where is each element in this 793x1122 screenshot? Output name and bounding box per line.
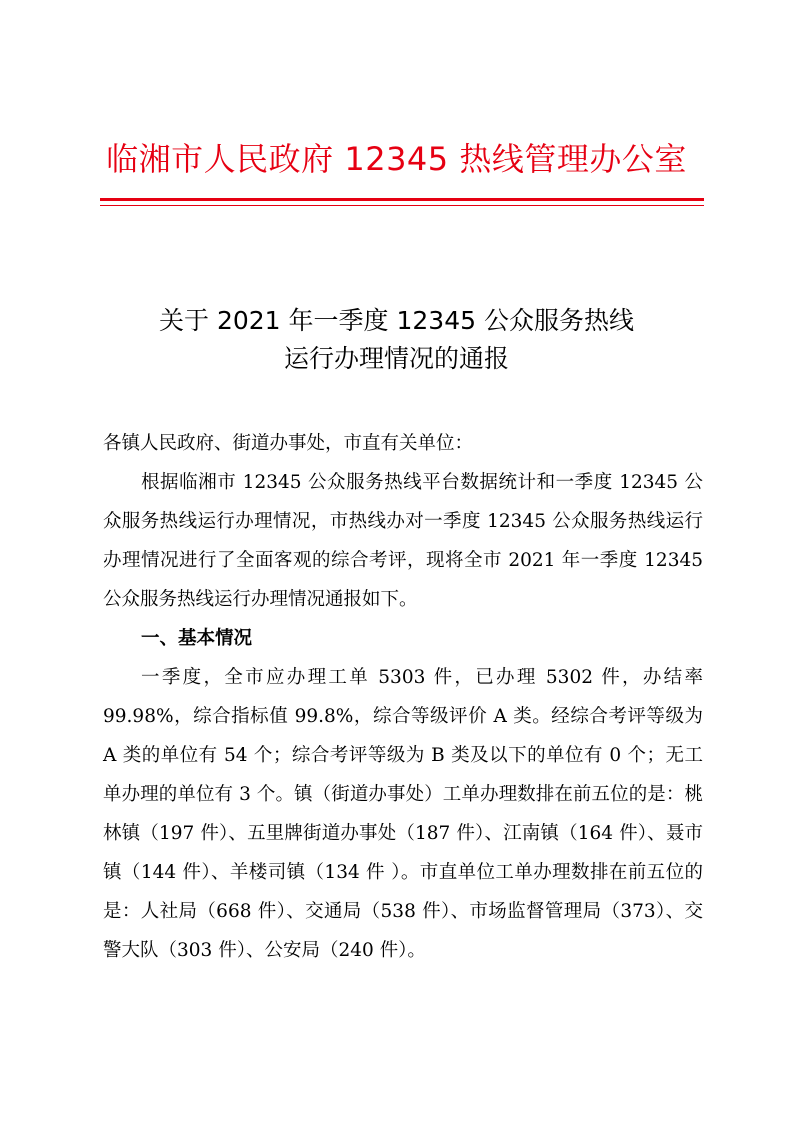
salutation: 各镇人民政府、街道办事处，市直有关单位： — [103, 433, 474, 454]
document-title-line-1: 关于 2021 年一季度 12345 公众服务热线 — [159, 306, 634, 335]
masthead-rule-thick — [100, 198, 704, 201]
masthead-office-name: 临湘市人民政府 12345 热线管理办公室 — [106, 140, 687, 178]
basic-situation-paragraph: 一季度，全市应办理工单 5303 件，已办理 5302 件，办结率 99.98%，综合指标值 99.8%，综合等级评价 A 类。经综合考评等级为 A 类的单位有 54 个；综合考评等级为 B 类及以下的单位有 0 个；无工单办理的单位有 3 个。镇（街道办事处）工单办理数排在前五位的是：桃林镇（197 件）、五里牌街道办事处（187 件）、江南镇（164 件）、聂市镇（144 件）、羊楼司镇（134 件 ）。市直单位工单办理数排在前五位的是：人社局（668 件）、交通局（538 件）、市场监督管理局（373）、交警大队（303 件）、公安局（240 件）。 — [103, 667, 703, 961]
document-title-line-2: 运行办理情况的通报 — [283, 344, 509, 373]
section-heading-basic-situation: 一、基本情况 — [141, 628, 253, 649]
document-body — [103, 424, 703, 970]
masthead-rule-thin — [100, 205, 704, 206]
intro-paragraph: 根据临湘市 12345 公众服务热线平台数据统计和一季度 12345 公众服务热线运行办理情况，市热线办对一季度 12345 公众服务热线运行办理情况进行了全面客观的综合考评，现将全市 2021 年一季度 12345 公众服务热线运行办理情况通报如下。 — [103, 472, 703, 610]
